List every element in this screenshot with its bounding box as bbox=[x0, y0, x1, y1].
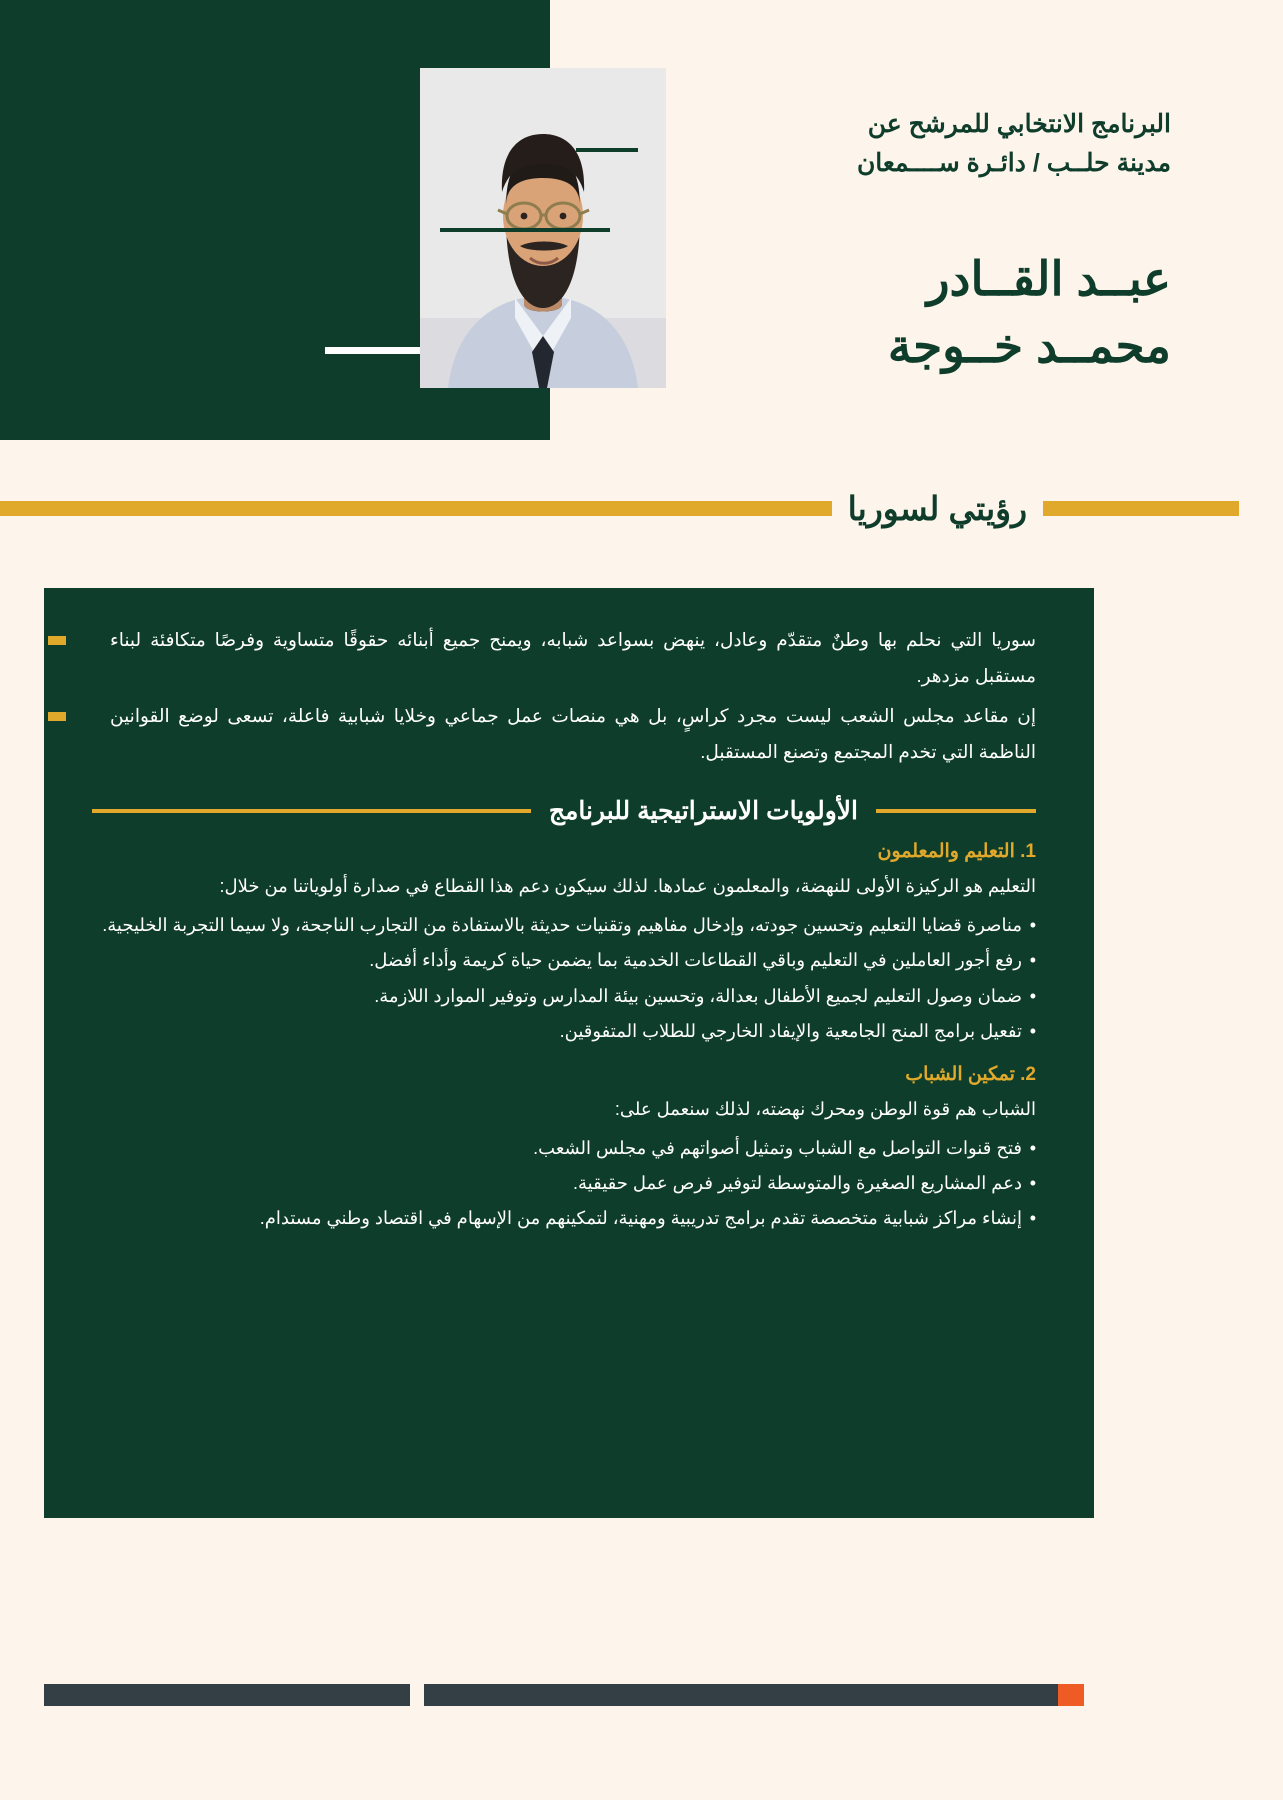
vision-title-row bbox=[0, 480, 1283, 536]
program-line-1: البرنامج الانتخابي للمرشح عن bbox=[867, 110, 1171, 138]
list-item: • فتح قنوات التواصل مع الشباب وتمثيل أصواتهم في مجلس الشعب. bbox=[92, 1131, 1036, 1166]
vision-bar-right bbox=[1043, 501, 1239, 516]
priority-heading: 2. تمكين الشباب bbox=[905, 1063, 1036, 1085]
list-item: • تفعيل برامج المنح الجامعية والإيفاد الخارجي للطلاب المتفوقين. bbox=[92, 1014, 1036, 1049]
priorities-bar-left bbox=[92, 809, 531, 813]
footer-accent-orange bbox=[1058, 1684, 1084, 1706]
list-item: • ضمان وصول التعليم لجميع الأطفال بعدالة، وتحسين بيئة المدارس وتوفير الموارد اللازمة. bbox=[92, 979, 1036, 1014]
priority-bullet-list bbox=[92, 1131, 1036, 1236]
header-rule-small bbox=[576, 148, 638, 152]
vision-title: رؤيتي لسوريا bbox=[847, 489, 1027, 527]
candidate-name-line-2: محمــد خــوجة bbox=[887, 318, 1171, 372]
intro-paragraph-1 bbox=[92, 622, 1036, 694]
intro-paragraph-2-text: إن مقاعد مجلس الشعب ليست مجرد كراسٍ، بل هي منصات عمل جماعي وخلايا شبابية فاعلة، تسعى لوضع القوانين الناظمة التي تخدم المجتمع وتصنع المستقبل. bbox=[110, 705, 1036, 763]
list-item: • إنشاء مراكز شبابية متخصصة تقدم برامج تدريبية ومهنية، لتمكينهم من الإسهام في اقتصاد وطني مستدام. bbox=[92, 1201, 1036, 1236]
candidate-name bbox=[611, 246, 1171, 379]
intro-paragraph-1-text: سوريا التي نحلم بها وطنٌ متقدّم وعادل، ينهض بسواعد شبابه، ويمنح جميع أبنائه حقوقًا متساوية وفرصًا متكافئة لبناء مستقبل مزدهر. bbox=[110, 629, 1036, 687]
vision-bar-left bbox=[0, 501, 832, 516]
priorities-bar-right bbox=[876, 809, 1036, 813]
list-item: • دعم المشاريع الصغيرة والمتوسطة لتوفير فرص عمل حقيقية. bbox=[92, 1166, 1036, 1201]
candidate-name-line-1: عبــد القــادر bbox=[926, 252, 1171, 305]
content-card bbox=[44, 588, 1084, 1518]
footer-gap bbox=[410, 1684, 424, 1706]
gold-dash-icon bbox=[48, 636, 66, 645]
gold-dash-icon bbox=[48, 712, 66, 721]
priority-paragraph: التعليم هو الركيزة الأولى للنهضة، والمعلمون عمادها. لذلك سيكون دعم هذا القطاع في صدارة أولوياتنا من خلال: bbox=[219, 876, 1036, 897]
card-side-tab bbox=[1084, 588, 1094, 1518]
priority-heading: 1. التعليم والمعلمون bbox=[877, 841, 1036, 863]
list-item: • مناصرة قضايا التعليم وتحسين جودته، وإدخال مفاهيم وتقنيات حديثة بالاستفادة من التجارب الناجحة، ولا سيما التجربة الخليجية. bbox=[92, 908, 1036, 943]
priorities-title: الأولويات الاستراتيجية للبرنامج bbox=[548, 797, 858, 826]
header-rule-large bbox=[440, 228, 610, 232]
program-line-2: مدينة حلــب / دائـرة ســــمعان bbox=[856, 148, 1171, 177]
header-program-text bbox=[611, 105, 1171, 183]
priority-paragraph: الشباب هم قوة الوطن ومحرك نهضته، لذلك سنعمل على: bbox=[614, 1098, 1036, 1119]
footer-bar bbox=[44, 1684, 1084, 1706]
priorities-title-row bbox=[92, 796, 1036, 826]
footer-band-dark bbox=[424, 1684, 1058, 1706]
priority-item bbox=[92, 840, 1036, 1048]
footer-band-dark-secondary bbox=[44, 1684, 410, 1706]
intro-paragraph-2 bbox=[92, 698, 1036, 770]
list-item: • رفع أجور العاملين في التعليم وباقي القطاعات الخدمية بما يضمن حياة كريمة وأداء أفضل. bbox=[92, 943, 1036, 978]
priority-bullet-list bbox=[92, 908, 1036, 1048]
priority-item bbox=[92, 1063, 1036, 1236]
